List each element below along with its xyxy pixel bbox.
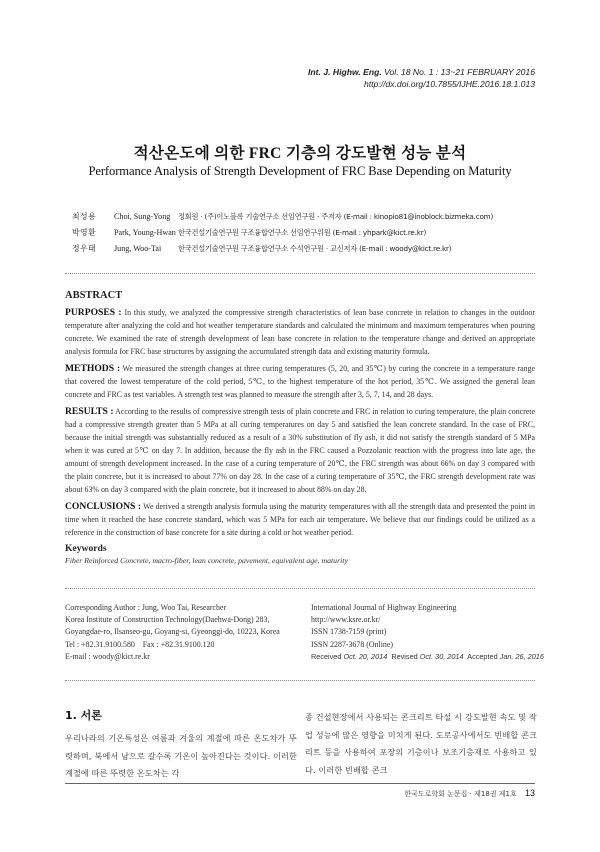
body-text-left: 우리나라의 기온특성은 여름과 겨울의 계절에 따른 온도차가 뚜렷하며, 북에서 남으로 갈수록 기온이 높아진다는 것이다. 이러한 계절에 따른 뚜렷한 온도차는 각 xyxy=(65,733,297,778)
corresponding-address-line: Goyangdae-ro, Ilsanseo-gu, Goyang-si, Gyeonggi-do, 10223, Korea xyxy=(65,627,280,637)
author-row xyxy=(72,241,493,257)
author-name-english: Choi, Sung-Yong xyxy=(114,212,171,221)
author-name-korean: 정우태 xyxy=(72,244,97,253)
corresponding-phone: Tel : +82.31.9100.580 Fax : +82.31.9100.120 xyxy=(65,639,215,649)
methods-text: We measured the strength changes at three curing temperatures (5, 20, and 35℃) by curing the concrete in a temperature range that covered the lowest temperature of the cold period, 5℃, to the highest temperature of the hot period, 35℃. We assigned the general lean concrete and FRC as test variables. A strength test was planned to measure the strength after 3, 5, 7, 14, and 28 days. xyxy=(65,364,535,399)
title-korean: 적산온도에 의한 FRC 기층의 강도발현 성능 분석 xyxy=(133,145,467,162)
abstract-purposes xyxy=(65,306,535,358)
divider xyxy=(65,588,535,589)
title-english: Performance Analysis of Strength Development of FRC Base Depending on Maturity xyxy=(88,164,512,178)
corresponding-address-line: Korea Institute of Construction Technology(Daehwa-Dong) 283, xyxy=(65,615,270,625)
page-footer xyxy=(404,788,535,799)
purposes-text: In this study, we analyzed the compressive strength characteristics of lean base concrete in relation to changes in the outdoor temperature after analyzing the cold and hot weather temperature standards and calculated the minimum and maximum temperatures when pouring concrete. We examined the rate of strength development of lean base concrete in relation to the temperature change and derived an appropriate analysis formula for FRC base structures by assigning the accumulated strength data and existing maturity formula. xyxy=(65,308,535,356)
purposes-label: PURPOSES : xyxy=(65,307,122,318)
author-name-korean: 박영환 xyxy=(72,228,97,237)
footer-rule xyxy=(65,783,535,784)
author-affiliation: 정회원 · (주)이노블록 기술연구소 선임연구원 · 주저자 (E-mail : kinopio81@inoblock.bizmeka.com) xyxy=(178,212,494,221)
conclusions-text: We derived a strength analysis formula using the maturity temperatures with all the strength data and presented the point in time when it reached the base concrete standard, which was 5 MPa for each air temperature. We believe that our findings could be utilized as a reference in the construction of base concrete for a site during a cold or hot weather period. xyxy=(65,502,535,537)
journal-url[interactable]: http://www.ksre.or.kr/ xyxy=(311,615,381,625)
corresponding-author: Corresponding Author : Jung, Woo Tai, Researcher xyxy=(65,603,227,612)
abstract-results xyxy=(65,405,535,496)
page-number: 13 xyxy=(524,788,535,798)
keywords-text: Fiber Reinforced Concrete, macro-fiber, lean concrete, pavement, equivalent age, maturity xyxy=(65,556,348,565)
journal-info xyxy=(311,602,546,663)
abstract-conclusions xyxy=(65,500,535,539)
abstract-methods xyxy=(65,362,535,401)
journal-full-name: International Journal of Highway Engineering xyxy=(311,603,457,612)
accepted-label: Accepted xyxy=(467,651,498,661)
results-text: According to the results of compressive strength tests of plain concrete and FRC in relation to curing temperature, the plain concrete had a compressive strength greater than 5 MPa at all curing temperatures on day 5 and satisfied the lean concrete standard. In the case of FRC, because the initial strength was substantially reduced as a result of a 30% substitution of fly ash, it did not satisfy the strength standard of 5 MPa when it was cured at 5℃ on day 7. In addition, because the fly ash in the FRC caused a Pozzolanic reaction with the progress into late age, the amount of strength development increased. In the case of a curing temperature of 20℃, the FRC strength was about 66% on day 3 compared with the plain concrete, but it is increased to about 77% on day 28. In the case of a curing temperature of 35℃, the FRC strength development rate was about 63% on day 3 compared with the plain concrete, but it increased to about 88% on day 28. xyxy=(65,407,535,494)
revised-date: Oct. 30, 2014 xyxy=(419,651,464,661)
abstract-section xyxy=(65,290,535,565)
author-affiliation: 한국건설기술연구원 구조융합연구소 수석연구원 · 교신저자 (E-mail : woody@kict.re.kr) xyxy=(178,244,452,253)
divider xyxy=(65,680,535,681)
keywords-heading: Keywords xyxy=(65,543,107,554)
accepted-date: Jan. 26, 2016 xyxy=(499,651,544,661)
footer-journal: 한국도로학회 논문집 · 제18권 제1호 xyxy=(404,790,517,798)
issn-online: ISSN 2287-3678 (Online) xyxy=(311,639,393,649)
corresponding-email[interactable]: E-mail : woody@kict.re.kr xyxy=(65,651,150,661)
revised-label: Revised xyxy=(391,651,418,661)
journal-doi[interactable]: http://dx.doi.org/10.7855/IJHE.2016.18.1.013 xyxy=(363,79,535,89)
journal-volume: Vol. 18 No. 1 : 13~21 FEBRUARY 2016 xyxy=(384,67,535,77)
conclusions-label: CONCLUSIONS : xyxy=(65,501,142,512)
author-name-korean: 최성용 xyxy=(72,212,97,221)
corresponding-author-info xyxy=(65,602,300,663)
author-row xyxy=(72,209,493,225)
received-date: Oct. 20, 2014 xyxy=(343,651,388,661)
methods-label: METHODS : xyxy=(65,363,121,374)
received-label: Received xyxy=(311,651,342,661)
author-name-english: Park, Young-Hwan xyxy=(114,228,176,237)
journal-header xyxy=(308,66,535,90)
section-title: 1. 서론 xyxy=(65,709,102,722)
article-dates xyxy=(311,651,546,663)
divider xyxy=(65,273,535,274)
author-name-english: Jung, Woo-Tai xyxy=(114,244,162,253)
results-label: RESULTS : xyxy=(65,406,114,417)
author-affiliation: 한국건설기술연구원 구조융합연구소 선임연구위원 (E-mail : yhpark@kict.re.kr) xyxy=(178,228,427,237)
journal-name: Int. J. Highw. Eng. xyxy=(308,67,382,77)
author-row xyxy=(72,225,493,241)
abstract-heading: ABSTRACT xyxy=(65,290,123,301)
body-text-right: 종 건설현장에서 사용되는 콘크리트 타설 시 강도발현 속도 및 작업 성능에 많은 영향을 미치게 된다. 도로공사에서도 빈배합 콘크리트 등을 사용하여 포장의 기층이나 보조기층재로 사용하고 있다. 이러한 빈배합 콘크 xyxy=(305,712,537,775)
author-list xyxy=(72,209,493,257)
issn-print: ISSN 1738-7159 (print) xyxy=(311,627,387,637)
